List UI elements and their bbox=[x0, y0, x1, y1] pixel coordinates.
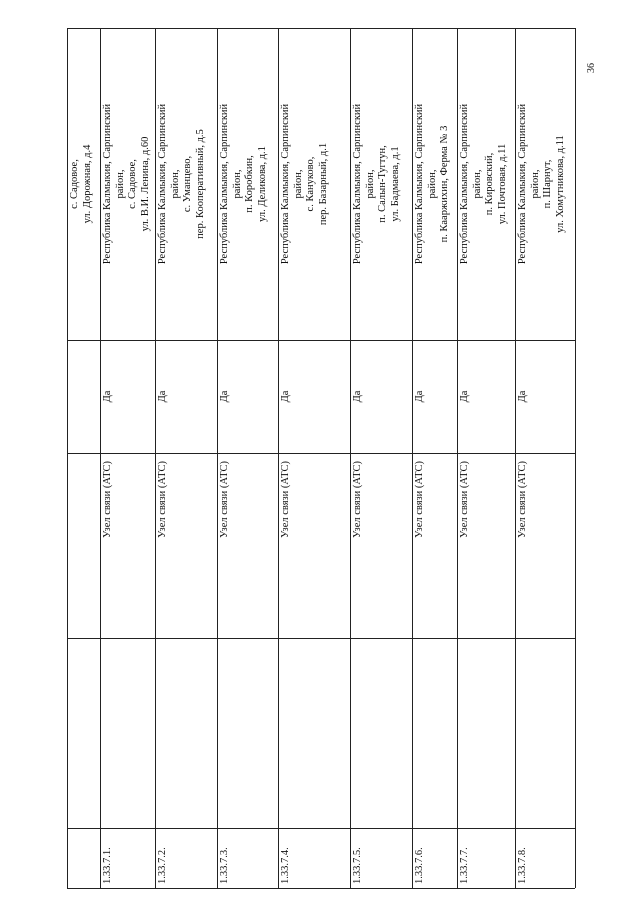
address-line: Республика Калмыкия, Сарпинский bbox=[414, 103, 425, 265]
address-line: район, bbox=[231, 169, 243, 199]
address-line: п. Шарнут, bbox=[542, 159, 553, 209]
address-line: Республика Калмыкия, Сарпинский bbox=[219, 103, 230, 265]
row-number-text: 1.33.7.7. bbox=[459, 847, 470, 884]
object-name bbox=[457, 453, 515, 638]
object-name bbox=[412, 453, 457, 638]
status-flag-text: Да bbox=[102, 390, 113, 403]
row-number bbox=[100, 828, 155, 888]
address bbox=[100, 28, 155, 340]
address bbox=[67, 28, 100, 340]
status-flag bbox=[457, 340, 515, 453]
row-number bbox=[412, 828, 457, 888]
status-flag bbox=[155, 340, 217, 453]
object-name bbox=[515, 453, 575, 638]
object-name bbox=[100, 453, 155, 638]
address-line: Республика Калмыкия, Сарпинский bbox=[517, 103, 528, 265]
address-line: с. Садовое, bbox=[69, 159, 80, 209]
address-line: Республика Калмыкия, Сарпинский bbox=[102, 103, 113, 265]
row-number bbox=[278, 828, 350, 888]
address-line: район, bbox=[529, 169, 541, 199]
address bbox=[278, 28, 350, 340]
address bbox=[155, 28, 217, 340]
address-line: п. Кааржихин, Ферма № 3 bbox=[439, 125, 450, 243]
address bbox=[217, 28, 278, 340]
address-line: с. Уманцево, bbox=[182, 155, 193, 213]
address-line: Республика Калмыкия, Сарпинский bbox=[352, 103, 363, 265]
row-number bbox=[515, 828, 575, 888]
address-line: ул. В.И. Ленина, д.60 bbox=[139, 136, 151, 232]
status-flag-text: Да bbox=[459, 390, 470, 403]
address-line: пер. Базарный, д.1 bbox=[317, 142, 329, 226]
object-name-text: Узел связи (АТС) bbox=[414, 461, 425, 538]
row-number-text: 1.33.7.6. bbox=[414, 847, 425, 884]
object-name bbox=[155, 453, 217, 638]
row-number bbox=[457, 828, 515, 888]
address-line: район, bbox=[471, 169, 483, 199]
row-number-text: 1.33.7.4. bbox=[280, 847, 291, 884]
address-line: с. Садовое, bbox=[127, 159, 138, 209]
object-name bbox=[350, 453, 412, 638]
address bbox=[515, 28, 575, 340]
row-number-text: 1.33.7.5. bbox=[352, 847, 363, 884]
status-flag-text: Да bbox=[352, 390, 363, 403]
row-number-text: 1.33.7.2. bbox=[157, 847, 168, 884]
row-number bbox=[217, 828, 278, 888]
address-line: Республика Калмыкия, Сарпинский bbox=[459, 103, 470, 265]
object-name-text: Узел связи (АТС) bbox=[517, 461, 528, 538]
row-number bbox=[350, 828, 412, 888]
table-column-border bbox=[67, 888, 575, 889]
address bbox=[412, 28, 457, 340]
object-name-text: Узел связи (АТС) bbox=[352, 461, 363, 538]
address-line: район, bbox=[426, 169, 438, 199]
address-line: пер. Кооперативный, д.5 bbox=[194, 129, 206, 239]
page-number: 36 bbox=[586, 63, 597, 73]
status-flag bbox=[67, 340, 100, 453]
status-flag-text: Да bbox=[280, 390, 291, 403]
address-line: район, bbox=[364, 169, 376, 199]
status-flag bbox=[515, 340, 575, 453]
address-line: ул. Дорожная, д.4 bbox=[81, 144, 93, 224]
address bbox=[350, 28, 412, 340]
status-flag bbox=[278, 340, 350, 453]
address-line: Республика Калмыкия, Сарпинский bbox=[280, 103, 291, 265]
address-line: п. Коробкин, bbox=[244, 155, 255, 213]
object-name-text: Узел связи (АТС) bbox=[157, 461, 168, 538]
status-flag-text: Да bbox=[219, 390, 230, 403]
object-name bbox=[278, 453, 350, 638]
object-name-text: Узел связи (АТС) bbox=[459, 461, 470, 538]
row-number-text: 1.33.7.1. bbox=[102, 847, 113, 884]
address bbox=[457, 28, 515, 340]
row-number-text: 1.33.7.3. bbox=[219, 847, 230, 884]
row-number bbox=[67, 828, 100, 888]
address-line: п. Кировский, bbox=[484, 152, 495, 216]
address-line: ул. Почтовая, д.11 bbox=[496, 143, 508, 225]
address-line: п. Салын-Тугтун, bbox=[377, 145, 388, 223]
address-line: Республика Калмыкия, Сарпинский bbox=[157, 103, 168, 265]
status-flag-text: Да bbox=[517, 390, 528, 403]
table-column-border bbox=[67, 638, 575, 639]
object-name-text: Узел связи (АТС) bbox=[102, 461, 113, 538]
address-line: ул. Бадмаева, д.1 bbox=[389, 146, 401, 222]
row-number-text: 1.33.7.8. bbox=[517, 847, 528, 884]
address-line: ул. Деликова, д.1 bbox=[256, 146, 268, 222]
status-flag bbox=[412, 340, 457, 453]
status-flag bbox=[100, 340, 155, 453]
status-flag-text: Да bbox=[157, 390, 168, 403]
address-line: с. Кануково, bbox=[305, 156, 316, 212]
row-number bbox=[155, 828, 217, 888]
address-line: район, bbox=[292, 169, 304, 199]
address-line: район, bbox=[114, 169, 126, 199]
status-flag bbox=[217, 340, 278, 453]
address-line: район, bbox=[169, 169, 181, 199]
address-line: ул. Хомутникова, д.11 bbox=[554, 135, 566, 233]
object-name bbox=[217, 453, 278, 638]
object-name-text: Узел связи (АТС) bbox=[219, 461, 230, 538]
status-flag-text: Да bbox=[414, 390, 425, 403]
object-name bbox=[67, 453, 100, 638]
status-flag bbox=[350, 340, 412, 453]
object-name-text: Узел связи (АТС) bbox=[280, 461, 291, 538]
table-row-border bbox=[575, 28, 576, 888]
